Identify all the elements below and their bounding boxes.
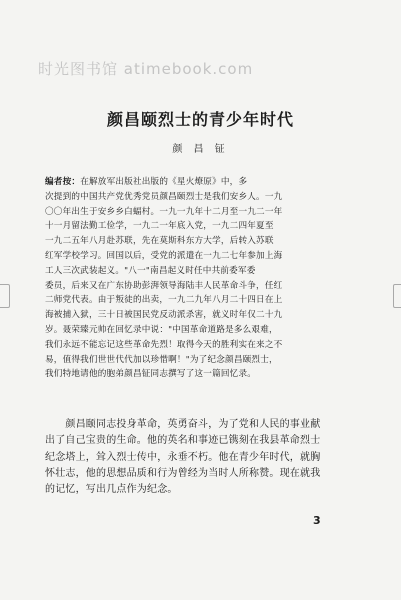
editor-note bbox=[45, 175, 361, 382]
editor-note-line: 工人三次武装起义。"八一"南昌起义时任中共前委军委 bbox=[45, 265, 256, 276]
editor-note-line: 易，值得我们世世代代加以珍惜啊！"为了纪念颜昌颐烈士， bbox=[45, 354, 278, 365]
body-line: 出了自己宝贵的生命。他的英名和事迹已镌刻在我县革命烈士 bbox=[45, 435, 321, 447]
editor-note-line: 十一月留法勤工俭学，一九二一年底入党，一九二四年夏至 bbox=[45, 221, 274, 232]
editor-note-line: 海被捕入狱，三十日被国民党反动派杀害，就义时年仅二十九 bbox=[45, 310, 283, 321]
editor-note-line: 〇〇年出生于安乡乡白蝠村。一九一九年十二月至一九二一年 bbox=[45, 206, 283, 217]
editor-note-line bbox=[45, 175, 361, 190]
editor-note-lead: 编者按： bbox=[45, 177, 81, 187]
body-text bbox=[45, 417, 361, 498]
body-line: 纪念塔上，耸入烈士传中，永垂不朽。他在青少年时代，就胸 bbox=[45, 451, 321, 463]
editor-note-line: 委员，后来又在广东协助彭湃领导海陆丰人民革命斗争，任红 bbox=[45, 280, 283, 291]
editor-note-text: 在解放军出版社出版的《星火燎原》中，多 bbox=[80, 177, 248, 187]
scan-mark-right bbox=[393, 284, 401, 308]
article-title: 颜昌颐烈士的青少年时代 bbox=[106, 110, 294, 129]
page-number: 3 bbox=[313, 514, 321, 527]
editor-note-line: 我们特地请他的胞弟颜昌钲同志撰写了这一篇回忆录。 bbox=[45, 369, 257, 380]
scan-mark-left bbox=[0, 284, 10, 308]
article-author: 颜 昌 钲 bbox=[172, 144, 229, 155]
body-line: 的记忆，写出几点作为纪念。 bbox=[45, 484, 178, 496]
body-line: 怀壮志，他的思想品质和行为曾经为当时人所称赞。现在就我 bbox=[45, 467, 321, 479]
editor-note-line: 我们永远不能忘记这些革命先烈！取得今天的胜利实在来之不 bbox=[45, 339, 283, 350]
editor-note-line: 二师党代表。由于叛徒的出卖，一九二九年八月二十四日在上 bbox=[45, 295, 283, 306]
editor-note-line: 一九二五年八月赴苏联，先在莫斯科东方大学，后转入苏联 bbox=[45, 236, 274, 247]
editor-note-line: 次提到的中国共产党优秀党员颜昌颐烈士是我们安乡人。一九 bbox=[45, 191, 283, 202]
body-line: 颜昌颐同志投身革命，英勇奋斗，为了党和人民的事业献 bbox=[45, 419, 321, 430]
editor-note-line: 红军学校学习。回国以后，受党的派遣在一九二七年参加上海 bbox=[45, 250, 283, 261]
watermark: 时光图书馆 atimebook.com bbox=[38, 60, 254, 78]
editor-note-line: 岁。聂荣臻元帅在回忆录中说："中国革命道路是多么艰难， bbox=[45, 324, 278, 335]
